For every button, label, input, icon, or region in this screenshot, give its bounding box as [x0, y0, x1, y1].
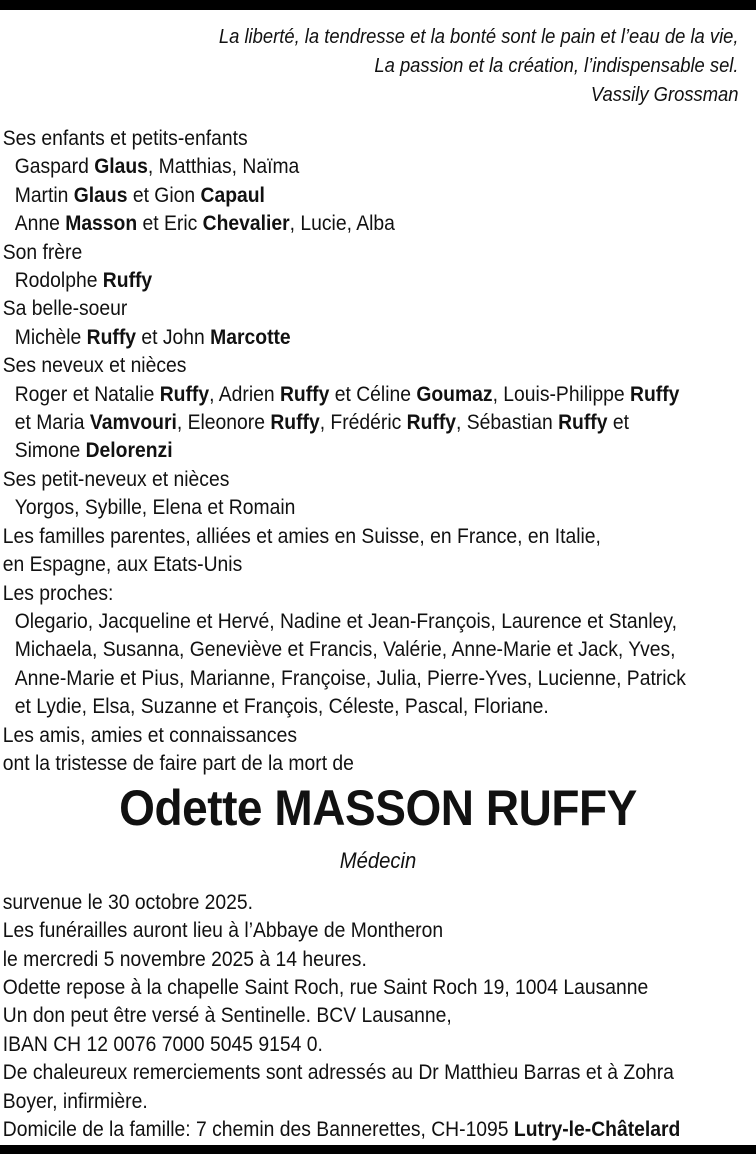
text-line [3, 636, 696, 664]
text-line [3, 153, 696, 181]
text-line [3, 946, 696, 974]
text-line [3, 324, 696, 352]
surname-bold: Glaus [73, 183, 128, 207]
text-segment: Ses neveux et nièces [2, 354, 187, 378]
text-segment: Les proches: [2, 581, 114, 605]
text-segment: Michaela, Susanna, Geneviève et Francis, Valérie, Anne-Marie et Jack, Yves, [14, 638, 676, 662]
text-segment: Son frère [2, 240, 83, 264]
text-segment: Les familles parentes, alliées et amies en Suisse, en France, en Italie, [2, 524, 601, 548]
surname-bold: Ruffy [558, 411, 608, 435]
surname-bold: Glaus [94, 155, 148, 179]
text-segment: Ses enfants et petits-enfants [2, 127, 248, 150]
mourners-list [0, 125, 696, 778]
text-line [3, 665, 696, 693]
text-line [3, 437, 696, 465]
text-line [3, 494, 696, 522]
text-segment: en Espagne, aux Etats-Unis [2, 553, 243, 577]
text-segment: et Eric [137, 212, 203, 236]
text-segment: et Gion [127, 183, 201, 207]
deceased-profession: Médecin [339, 847, 417, 873]
deceased-name: Odette MASSON RUFFY [119, 780, 637, 837]
text-segment: , Lucie, Alba [289, 212, 395, 236]
surname-bold: Ruffy [270, 411, 320, 435]
text-line [3, 974, 696, 1002]
text-segment: , Eleonore [176, 411, 271, 435]
text-line [3, 580, 696, 608]
text-segment: , Adrien [209, 382, 280, 406]
text-line [3, 693, 696, 721]
text-segment: Simone [14, 439, 86, 463]
epigraph-line-2: La passion et la création, l’indispensable sel. [374, 55, 739, 77]
text-segment: , Sébastian [456, 411, 559, 435]
text-line [3, 1116, 696, 1144]
text-line [3, 409, 696, 437]
text-line [3, 1088, 696, 1116]
surname-bold: Masson [65, 212, 138, 236]
text-segment: , Frédéric [319, 411, 407, 435]
epigraph-line-1: La liberté, la tendresse et la bonté sont le pain et l’eau de la vie, [218, 26, 739, 48]
surname-bold: Capaul [200, 183, 265, 207]
text-segment: Ses petit-neveux et nièces [2, 467, 230, 491]
text-line [3, 381, 696, 409]
surname-bold: Ruffy [102, 269, 153, 293]
text-line [3, 210, 696, 238]
text-segment: Domicile de la famille: 7 chemin des Bannerettes, CH-1095 [2, 1118, 514, 1142]
text-segment: Anne-Marie et Pius, Marianne, Françoise, Julia, Pierre-Yves, Lucienne, Patrick [14, 666, 686, 690]
text-segment: ont la tristesse de faire part de la mort de [2, 751, 354, 775]
epigraph [60, 23, 756, 110]
text-segment: Roger et Natalie [14, 382, 160, 406]
text-line [3, 523, 696, 551]
text-segment: Les funérailles auront lieu à l’Abbaye de Montheron [2, 919, 444, 943]
text-segment: Martin [14, 183, 74, 207]
surname-bold: Vamvouri [89, 411, 177, 435]
text-segment: et Maria [14, 411, 90, 435]
surname-bold: Delorenzi [85, 439, 173, 463]
text-segment: Sa belle-soeur [2, 297, 128, 321]
text-line [3, 125, 696, 153]
text-segment: Un don peut être versé à Sentinelle. BCV Lausanne, [2, 1004, 452, 1028]
surname-bold: Ruffy [630, 382, 680, 406]
text-segment: Anne [14, 212, 66, 236]
text-segment: Rodolphe [14, 269, 103, 293]
surname-bold: Lutry-le-Châtelard [513, 1118, 681, 1142]
text-line [3, 352, 696, 380]
surname-bold: Chevalier [202, 212, 290, 236]
text-line [3, 1002, 696, 1030]
text-line [3, 466, 696, 494]
text-segment: Boyer, infirmière. [2, 1089, 148, 1113]
text-segment: Olegario, Jacqueline et Hervé, Nadine et Jean-François, Laurence et Stanley, [14, 609, 677, 633]
text-segment: Les amis, amies et connaissances [2, 723, 298, 747]
text-line [3, 1031, 696, 1059]
text-segment: IBAN CH 12 0076 7000 5045 9154 0. [2, 1032, 323, 1056]
text-segment: et Lydie, Elsa, Suzanne et François, Céleste, Pascal, Floriane. [14, 695, 549, 719]
text-segment: Michèle [14, 325, 87, 349]
text-segment: et Céline [329, 382, 417, 406]
text-line [3, 182, 696, 210]
text-line [3, 551, 696, 579]
text-line [3, 295, 696, 323]
text-line [3, 239, 696, 267]
text-line [3, 889, 696, 917]
text-segment: Odette repose à la chapelle Saint Roch, rue Saint Roch 19, 1004 Lausanne [2, 976, 649, 1000]
text-line [3, 608, 696, 636]
surname-bold: Marcotte [210, 325, 291, 349]
text-line [3, 917, 696, 945]
funeral-details [0, 889, 696, 1145]
surname-bold: Ruffy [279, 382, 330, 406]
surname-bold: Ruffy [159, 382, 210, 406]
text-line [3, 750, 696, 778]
epigraph-attribution: Vassily Grossman [590, 84, 739, 106]
text-segment: et [607, 411, 629, 435]
text-line [3, 267, 696, 295]
surname-bold: Goumaz [416, 382, 493, 406]
surname-bold: Ruffy [86, 325, 137, 349]
text-segment: et John [136, 325, 211, 349]
text-segment: , Louis-Philippe [492, 382, 631, 406]
text-segment: , Matthias, Naïma [147, 155, 300, 179]
bottom-border-bar [0, 1145, 756, 1154]
text-segment: Yorgos, Sybille, Elena et Romain [14, 496, 296, 520]
text-line [3, 1059, 696, 1087]
top-border-bar [0, 0, 756, 10]
text-line [3, 722, 696, 750]
text-segment: le mercredi 5 novembre 2025 à 14 heures. [2, 947, 367, 971]
text-segment: survenue le 30 octobre 2025. [2, 890, 254, 914]
surname-bold: Ruffy [406, 411, 457, 435]
text-segment: Gaspard [14, 155, 95, 179]
text-segment: De chaleureux remerciements sont adressés au Dr Matthieu Barras et à Zohra [2, 1061, 674, 1085]
